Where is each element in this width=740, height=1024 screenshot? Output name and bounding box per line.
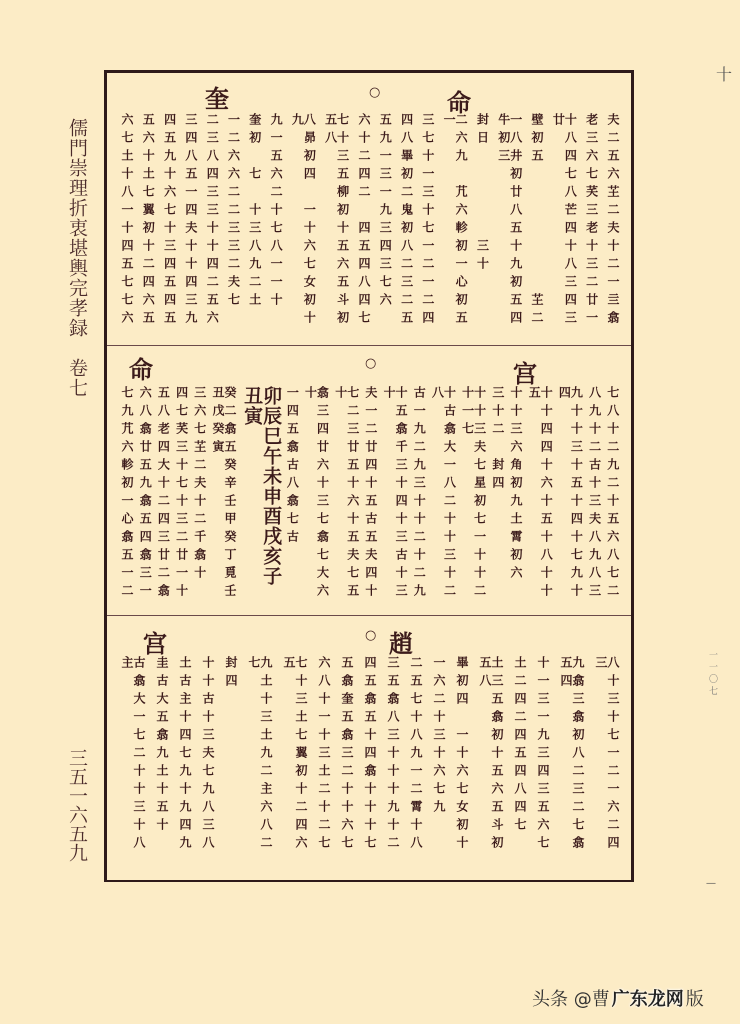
text-column: 翕三四廿六十三七翕七大六十 <box>303 386 330 602</box>
text-column: 七九芁六軫初一心翕五一二 <box>120 386 134 602</box>
text-column: 五六十土七翼初十二四六五 <box>141 113 156 329</box>
text-column: 二六九 芁六軫初一心初五一 <box>442 113 469 329</box>
text-column: 三七十一三十七一二一二四 <box>420 113 435 329</box>
text-column: 封四 <box>224 656 238 692</box>
circle-mark: ○ <box>365 356 377 371</box>
watermark-suffix: 版 <box>685 989 704 1010</box>
text-column: 十一三一九三四三五六七 <box>536 656 550 854</box>
text-column: 二三八四三三十十四二五六 <box>205 113 220 329</box>
margin-mark: 一一〇七 <box>707 650 717 698</box>
text-column: 圭古大五翕九土十五十 <box>155 656 169 836</box>
text-column: 一六二十三十六七九 <box>432 656 446 818</box>
text-column: 癸二翕五癸辛壬甲癸丁覓壬丑戊癸寅 <box>210 386 237 602</box>
page-number: 三五一六五九 <box>66 748 88 862</box>
text-column: 六八十一十三土二十二七 <box>317 656 331 854</box>
text-column: 封日 三十 <box>475 113 490 275</box>
text-column: 八九十二古十三夫八九八三 <box>587 386 602 602</box>
text-column: 八十三十七一二一六二四三 <box>594 656 620 854</box>
text-column: 一八井初廿八五十九初五四牛初三 <box>496 113 523 329</box>
text-column: 十十四四十六十五十八十十五 <box>527 386 554 602</box>
watermark-prefix: 头条 @曹 <box>532 989 610 1010</box>
watermark-overlay: 广东龙网 <box>611 989 684 1010</box>
text-column: 九翕三翕初八二三二七翕五四 <box>559 656 585 854</box>
text-column: 十十古十三夫七九八三八 <box>201 656 215 854</box>
text-column: 九一五六二十七八一一十 <box>269 113 284 311</box>
text-column: 古翕大一七二十十三十八主 <box>120 656 146 854</box>
text-column: 老三六七芺三老十三二廿一 <box>584 113 599 329</box>
text-column: 十古翕大一八二十十三十二八 <box>430 386 457 602</box>
text-column: 九土十三土九二主六八二七 <box>247 656 273 854</box>
text-column: 四五九十六七十三四五四五 <box>162 113 177 329</box>
text-column: 七十三土七翼初十二四六五 <box>282 656 308 854</box>
text-column: 六十二四二 四五四八四七 <box>356 113 371 329</box>
panel-heading: 命 <box>447 88 471 117</box>
watermark <box>532 985 704 1011</box>
text-column: 三五翕八三十十十九十二 <box>386 656 400 854</box>
text-column: 五九一三一九三四三七六 <box>378 113 393 311</box>
panel-heading: 宫 <box>143 629 167 658</box>
text-column: 二五七十八九一二霄十八 <box>409 656 423 854</box>
text-column: 十十三夫七星初七一十十二十一七 <box>460 386 487 602</box>
panel-middle <box>107 345 631 615</box>
text-column: 土三五翕初十五六五斗初五八 <box>478 656 504 854</box>
table-frame <box>104 70 634 882</box>
panel-top <box>107 73 631 345</box>
text-column: 一四五翕古八翕七古 <box>285 386 300 548</box>
text-column: 七十三五柳初十五六五斗初五八 <box>323 113 350 329</box>
text-column: 四七芺三十七十三二廿一十 <box>174 386 189 602</box>
text-column: 畢初四 一十六七女初十 <box>455 656 469 854</box>
text-column: 七八十二九二十五六八七二 <box>605 386 620 602</box>
text-column: 土古主十四七九十九四九 <box>178 656 192 854</box>
text-column: 卯辰巳午未申酉戌亥子丑寅 <box>241 386 283 586</box>
text-column: 六七土十八一十四五七七六 <box>120 113 134 329</box>
circle-mark: ○ <box>369 85 381 100</box>
panel-heading: 奎 <box>205 84 229 113</box>
panel-heading: 趙 <box>389 629 413 658</box>
margin-tick: 十 <box>716 65 733 84</box>
panel-bottom <box>107 615 631 881</box>
text-column: 十十三六角初九土霄初六 <box>509 386 523 584</box>
text-column: 一二六六二二三三二夫七 <box>226 113 241 311</box>
text-column: 七二三廿五十六十五夫七五十 <box>333 386 360 602</box>
circle-mark: ○ <box>365 628 377 643</box>
text-column: 夫一二廿四十五古五夫四十 <box>363 386 378 602</box>
panel-heading: 宫 <box>513 359 537 388</box>
text-column: 四五翕五十四翕十十十七 <box>363 656 377 854</box>
text-column: 十五翕千三十四十三古十三十 <box>382 386 409 602</box>
text-column: 三四八五一四夫十十四三九 <box>183 113 198 329</box>
text-column: 土二四二四五四八四七 <box>513 656 527 836</box>
text-column: 三十二 封四 <box>490 386 505 494</box>
text-column: 五翕奎五翕三二十十六七 <box>340 656 354 854</box>
text-column: 四八畢初二鬼初八二三二五 <box>399 113 414 329</box>
text-column: 古一九二九三十十二十二九 <box>412 386 427 602</box>
text-column: 五八老四大十二四三廿二翕 <box>156 386 171 602</box>
text-column: 十八四七八芒四十八三四三廿 <box>551 113 578 329</box>
text-column: 九十十三十五十四十七九十四 <box>557 386 584 602</box>
column-group <box>121 113 619 335</box>
text-column: 壁初五 芏二 <box>530 113 545 329</box>
column-group <box>121 386 619 605</box>
book-title: 儒門崇理折衷堪輿完孝録 卷七 <box>66 118 88 398</box>
panel-heading: 命 <box>129 355 153 384</box>
text-column: 三六七芏二夫十二千翕十 <box>192 386 207 584</box>
text-column: 六八翕廿五九翕五四翕三一 <box>138 386 153 602</box>
column-group <box>121 656 619 871</box>
text-column: 奎初 七 十三八九二土 <box>247 113 262 311</box>
text-column: 夫二五六芏二夫十二一亖翕 <box>605 113 620 329</box>
text-column: 八昴初四 一十六七女初十九 <box>290 113 317 329</box>
margin-dash: — <box>706 878 716 889</box>
